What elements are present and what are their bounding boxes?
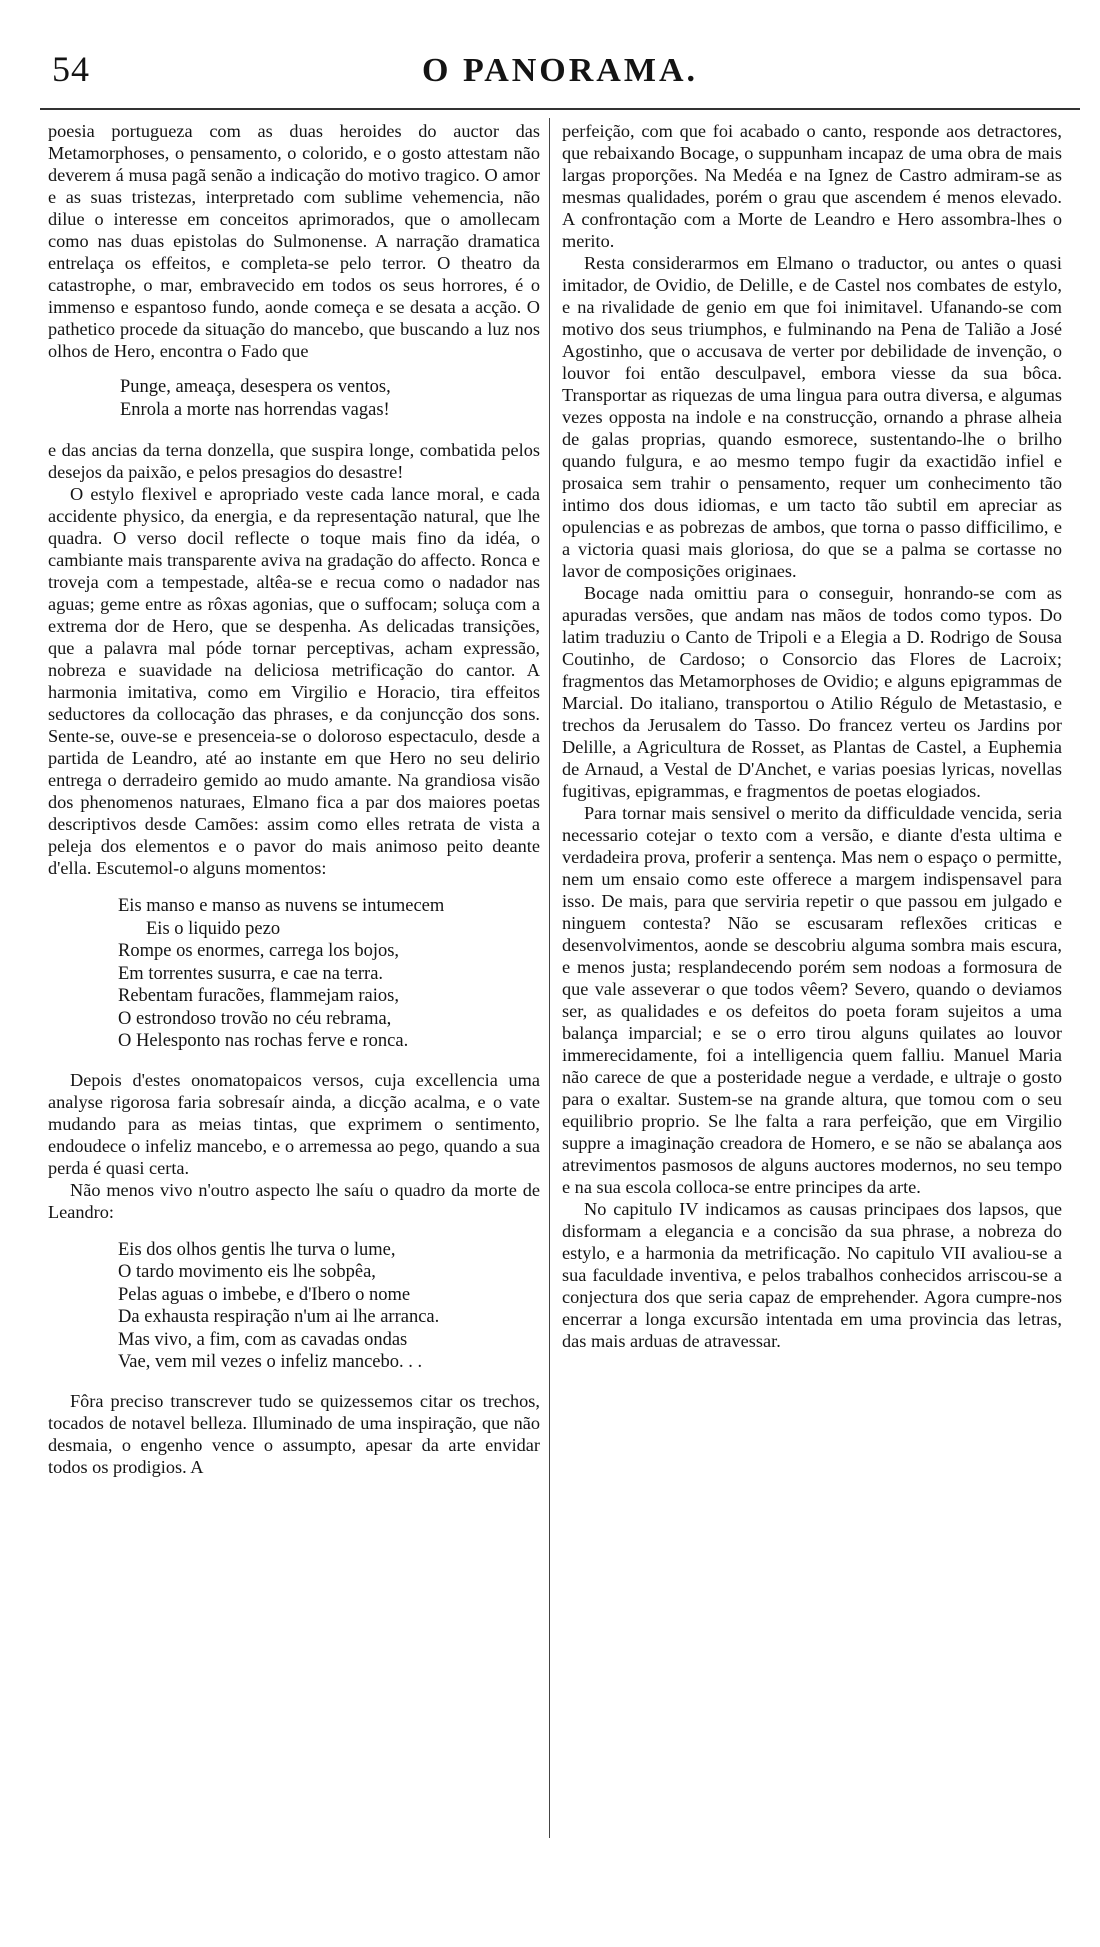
paragraph: O estylo flexivel e apropriado veste cada lance moral, e cada accidente physico, da energia, e da representação natural, que lhe quadra. O verso docil reflecte o toque mais fino da idéa, o cambiante mais transparente aviva na gradação do affecto. Ronca e troveja com a tempestade, altêa-se e recua como o nadador nas aguas; geme entre as rôxas agonias, que o suffocam; soluça com a extrema dor de Hero, que se despenha. As delicadas transições, que a palavra mal póde tornar perceptivas, acham expressão, nobreza e suavidade na deliciosa metrificação do cantor. A harmonia imitativa, como em Virgilio e Horacio, tira effeitos seductores da collocação das phrases, e da conjuncção dos sons. Sente-se, ouve-se e presenceia-se o doloroso espectaculo, desde a partida de Leandro, até ao instante em que Hero no seu delirio entrega o derradeiro gemido ao mudo amante. Na grandiosa visão dos phenomenos naturaes, Elmano fica a par dos maiores poetas descriptivos desde Camões: assim como elles retrata de vista a peleja dos elementos e o pavor do mais animoso peito deante d'ella. Escutemol-o alguns momentos: (48, 484, 540, 878)
verse-quote (118, 895, 540, 1053)
paragraph: poesia portugueza com as duas heroides do auctor das Metamorphoses, o pensamento, o colorido, e o gosto attestam não deverem á musa pagã senão a indicação do motivo tragico. O amor e as suas tristezas, interpretado com sublime vehemencia, não dilue o interesse em conceitos aprimorados, que o amollecam como nas duas epistolas do Sulmonense. A narração dramatica entrelaça os effeitos, e completa-se pelo terror. O theatro da catastrophe, o mar, embravecido em todos os seus horrores, é o immenso e espantoso fundo, aonde começa e se desata a acção. O pathetico procede da situação do mancebo, que buscando a luz nos olhos de Hero, encontra o Fado que (48, 121, 540, 361)
verse-line: Mas vivo, a fim, com as cavadas ondas (118, 1329, 408, 1350)
paragraph: Resta considerarmos em Elmano o traductor, ou antes o quasi imitador, de Ovidio, de Delille, e de Castel nos combates de estylo, e na rivalidade de genio em que foi inimitavel. Ufanando-se com motivo dos seus triumphos, e fulminando na Pena de Talião a José Agostinho, que o accusava de verter por debilidade de invenção, o louvor foi então desculpavel, embora viesse da sua bôca. Transportar as riquezas de uma lingua para outra diversa, e algumas vezes opposta na indole e na construcção, ornando a phrase alheia de galas proprias, quando esmorece, sustentando-lhe o brilho quando fulgura, e ao mesmo tempo fugir da exactidão infiel e prosaica sem trahir o pensamento, requer um conhecimento tão intimo dos dous idiomas, e um tacto tão subtil em apreciar as opulencias e as pobrezas de ambos, que torna o passo difficilimo, e a victoria quasi mais gloriosa, do que se a palma se cortasse no lavor de composições originaes. (562, 253, 1062, 581)
verse-line: O Helesponto nas rochas ferve e ronca. (118, 1031, 409, 1051)
paragraph: perfeição, com que foi acabado o canto, responde aos detractores, que rebaixando Bocage, o suppunham incapaz de uma obra de mais largas proporções. Na Medéa e na Ignez de Castro admiram-se as mesmas qualidades, porém o grau que ascendem é menos elevado. A confrontação com a Morte de Leandro e Hero assombra-lhes o merito. (562, 121, 1062, 251)
verse-line: O tardo movimento eis lhe sobpêa, (118, 1262, 376, 1282)
paragraph: Não menos vivo n'outro aspecto lhe saíu o quadro da morte de Leandro: (48, 1179, 540, 1222)
verse-quote (118, 1239, 540, 1374)
verse-line: Vae, vem mil vezes o infeliz mancebo. . . (118, 1352, 423, 1372)
verse-line: Pelas aguas o imbebe, e d'Ibero o nome (118, 1284, 411, 1305)
right-column (562, 120, 1062, 1352)
paragraph: Bocage nada omittiu para o conseguir, honrando-se com as apuradas versões, que andam nas mãos de todos como typos. Do latim traduziu o Canto de Tripoli e a Elegia a D. Rodrigo de Sousa Coutinho, de Cardoso; o Consorcio das Flores de Lacroix; fragmentos das Metamorphoses de Ovidio; e alguns epigrammas de Marcial. Do italiano, transportou o Atilio Régulo de Metastasio, e trechos da Jerusalem do Tasso. Do francez verteu os Jardins por Delille, a Agricultura de Rosset, as Plantas de Castel, a Euphemia de Arnaud, a Vestal de D'Anchet, e varias poesias lyricas, novellas fugitivas, epigrammas, e fragmentos de poetas elogiados. (562, 583, 1062, 801)
column-divider (549, 118, 550, 1838)
verse-quote (120, 376, 540, 421)
running-title: O PANORAMA. (422, 52, 698, 89)
paragraph: Para tornar mais sensivel o merito da difficuldade vencida, seria necessario cotejar o texto com a versão, e diante d'esta ultima e verdadeira prova, proferir a sentença. Mas nem o espaço o permitte, nem um ensaio como este offerece a margem indispensavel para isso. De mais, para que serviria repetir o que passou em julgado e ninguem contesta? Não se escusaram reflexões criticas e desenvolvimentos, aonde se descobriu alguma sombra mais escura, e menos justa; resplandecendo porém sem nodoas a formosura de que vale asseverar o que todos vêem? Severo, quando o deviamos ser, as qualidades e os defeitos do poeta foram sujeitos a uma balança imparcial; e se o erro tirou alguns quilates ao louvor immerecidamente, foi a intelligencia quem falliu. Manuel Maria não carece de que a posteridade negue a verdade, e ultraje o gosto para o exaltar. Sustem-se na grande altura, que tomou com o seu equilibrio proprio. Se lhe falta a rara perfeição, que em Virgilio suppre a imaginação creadora de Homero, e se não se abalança aos atrevimentos pasmosos de alguns auctores modernos, no seu tempo e na sua escola colloca-se entre principes da arte. (562, 803, 1062, 1197)
verse-line: Em torrentes susurra, e cae na terra. (118, 963, 384, 984)
page-number: 54 (52, 49, 90, 89)
verse-line: Punge, ameaça, desespera os ventos, (120, 377, 391, 397)
verse-line: Eis manso e manso as nuvens se intumecem (118, 896, 445, 916)
verse-line: O estrondoso trovão no céu rebrama, (118, 1008, 392, 1029)
paragraph: e das ancias da terna donzella, que suspira longe, combatida pelos desejos da paixão, e pelos presagios do desastre! (48, 440, 540, 482)
verse-line: Da exhausta respiração n'um ai lhe arranca. (118, 1307, 440, 1327)
header-rule (40, 108, 1080, 110)
verse-line: Eis o liquido pezo (146, 918, 281, 939)
paragraph: Depois d'estes onomatopaicos versos, cuja excellencia uma analyse rigorosa faria sobresaír ainda, a dicção acalma, e o vate mudando para as meias tintas, que exprimem o sentimento, endoudece o infeliz mancebo, e o arremessa ao pego, quando a sua perda é quasi certa. (48, 1069, 540, 1178)
verse-line: Rebentam furacões, flammejam raios, (118, 986, 399, 1006)
left-column (48, 120, 540, 1478)
page-header (40, 48, 1080, 94)
verse-line: Eis dos olhos gentis lhe turva o lume, (118, 1239, 396, 1260)
verse-line: Enrola a morte nas horrendas vagas! (120, 399, 390, 420)
verse-line: Rompe os enormes, carrega los bojos, (118, 941, 400, 961)
paragraph: No capitulo IV indicamos as causas principaes dos lapsos, que disformam a elegancia e a concisão da sua phrase, a nobreza do estylo, e a harmonia da metrificação. No capitulo VII avaliou-se a sua faculdade inventiva, e pelos trabalhos conhecidos arriscou-se a conjectura dos que seria capaz de emprehender. Agora cumpre-nos encerrar a longa excursão intentada em uma provincia das letras, das mais arduas de atravessar. (562, 1199, 1062, 1351)
paragraph: Fôra preciso transcrever tudo se quizessemos citar os trechos, tocados de notavel belleza. Illuminado de uma inspiração, que não desmaia, o engenho vence o assumpto, apesar da arte envidar todos os prodigios. A (48, 1390, 540, 1477)
